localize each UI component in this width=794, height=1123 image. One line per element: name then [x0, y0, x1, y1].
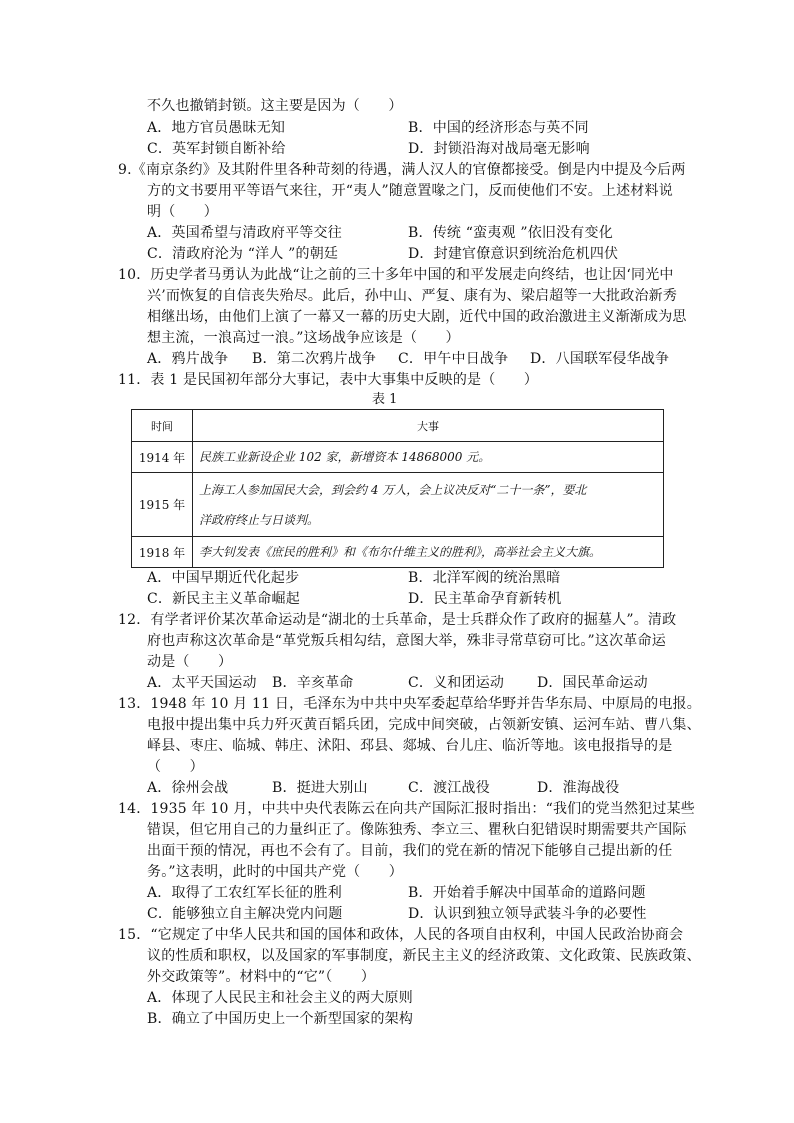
- q10-option-a: A．鸦片战争: [147, 351, 229, 367]
- table-row: [132, 537, 664, 568]
- q11-option-c: C．新民主主义革命崛起: [147, 591, 300, 607]
- events-table: [131, 409, 664, 568]
- q8-option-b: B．中国的经济形态与英不同: [408, 120, 589, 136]
- q11-stem: 11．表 1 是民国初年部分大事记，表中大事集中反映的是（ ）: [118, 372, 539, 388]
- q9-stem-line3: 明（ ）: [147, 204, 218, 220]
- q14-option-a: A．取得了工农红军长征的胜利: [147, 885, 342, 901]
- table-header-time: 时间: [132, 410, 193, 442]
- q12-option-c: C．义和团运动: [408, 675, 505, 691]
- q14-stem-line2: 错误，但它用自己的力量纠正了。像陈独秀、李立三、瞿秋白犯错误时期需要共产国际: [147, 822, 687, 838]
- table-cell-event-line2: 洋政府终止与日谈判。: [199, 512, 320, 527]
- q13-stem-line3: 峄县、枣庄、临城、韩庄、沭阳、邳县、郯城、台儿庄、临沂等地。该电报指导的是: [147, 738, 673, 754]
- q15-stem-line1: 15．“它规定了中华人民共和国的国体和政体，人民的各项自由权利，中国人民政治协商会: [118, 927, 684, 943]
- q10-stem-line4: 想主流，一浪高过一浪。”这场战争应该是（ ）: [147, 330, 460, 346]
- table-cell-event: 民族工业新设企业 102 家，新增资本 14868000 元。: [193, 442, 664, 473]
- table-caption: 表 1: [372, 392, 398, 407]
- q14-stem-line3: 出面干预的情况，再也不会有了。目前，我们的党在新的情况下能够自己提出新的任: [147, 843, 673, 859]
- table-row: [132, 442, 664, 473]
- q12-option-b: B．辛亥革命: [272, 675, 354, 691]
- q10-option-c: C．甲午中日战争: [398, 351, 509, 367]
- q10-stem-line2: 兴’而恢复的自信丧失殆尽。此后，孙中山、严复、康有为、梁启超等一大批政治新秀: [147, 288, 678, 304]
- q13-option-c: C．渡江战役: [408, 780, 490, 796]
- q9-option-a: A．英国希望与清政府平等交往: [147, 225, 342, 241]
- q14-stem-line1: 14．1935 年 10 月，中共中央代表陈云在向共产国际汇报时指出：“我们的党当然犯过某些: [118, 801, 695, 817]
- table-header-event: 大事: [193, 410, 664, 442]
- q9-stem-line1: 9.《南京条约》及其附件里各种苛刻的待遇，满人汉人的官僚都接受。倒是内中提及今后两: [118, 162, 686, 178]
- table-cell-event: [193, 473, 664, 537]
- q12-stem-line3: 动是（ ）: [147, 654, 233, 670]
- q13-option-b: B．挺进大别山: [272, 780, 368, 796]
- table-cell-year: 1914 年: [132, 442, 193, 473]
- q12-option-a: A．太平天国运动: [147, 675, 257, 691]
- q15-stem-line3: 外交政策等”。材料中的“它”（ ）: [147, 969, 376, 985]
- q13-stem-line2: 电报中提出集中兵力歼灭黄百韬兵团，完成中间突破，占领新安镇、运河车站、曹八集、: [147, 717, 701, 733]
- q8-option-c: C．英军封锁自断补给: [147, 141, 286, 157]
- q14-option-d: D．认识到独立领导武装斗争的必要性: [408, 906, 647, 922]
- q14-option-b: B．开始着手解决中国革命的道路问题: [408, 885, 646, 901]
- q12-option-d: D．国民革命运动: [537, 675, 648, 691]
- table-cell-year: 1918 年: [132, 537, 193, 568]
- table-row: [132, 473, 664, 537]
- q13-stem-line4: （ ）: [147, 759, 204, 775]
- q15-option-a: A．体现了人民民主和社会主义的两大原则: [147, 990, 413, 1006]
- q15-option-b: B．确立了中国历史上一个新型国家的架构: [147, 1011, 414, 1027]
- table-cell-event: 李大钊发表《庶民的胜利》和《布尔什维主义的胜利》，高举社会主义大旗。: [193, 537, 664, 568]
- q13-option-d: D．淮海战役: [537, 780, 620, 796]
- q10-option-b: B．第二次鸦片战争: [252, 351, 377, 367]
- table-header-row: [132, 410, 664, 442]
- q9-option-c: C．清政府沦为 “洋人 ”的朝廷: [147, 246, 339, 262]
- q14-stem-line4: 务。”这表明，此时的中国共产党（ ）: [147, 864, 403, 880]
- q15-stem-line2: 议的性质和职权，以及国家的军事制度，新民主主义的经济政策、文化政策、民族政策、: [147, 948, 701, 964]
- q12-stem-line1: 12．有学者评价某次革命运动是“湖北的士兵革命，是士兵群众作了政府的掘墓人”。清政: [118, 612, 677, 628]
- q10-option-d: D．八国联军侵华战争: [530, 351, 670, 367]
- q9-stem-line2: 方的文书要用平等语气来往，开“夷人”随意置喙之门，反而使他们不安。上述材料说: [147, 183, 673, 199]
- q9-option-b: B．传统 “蛮夷观 ”依旧没有变化: [408, 225, 613, 241]
- table-cell-event-line1: 上海工人参加国民大会，到会约 4 万人，会上议决反对“二十一条”，要北: [199, 482, 587, 497]
- q11-option-b: B．北洋军阀的统治黑暗: [408, 570, 561, 586]
- q13-stem-line1: 13．1948 年 10 月 11 日，毛泽东为中共中央军委起草给华野并告华东局、中原局的电报。: [118, 696, 701, 712]
- q8-stem-tail: 不久也撤销封锁。这主要是因为（ ）: [147, 98, 403, 114]
- q8-option-d: D．封锁沿海对战局毫无影响: [408, 141, 590, 157]
- q11-option-d: D．民主革命孕育新转机: [408, 591, 562, 607]
- q11-option-a: A．中国早期近代化起步: [147, 570, 300, 586]
- q12-stem-line2: 府也声称这次革命是“革党叛兵相勾结，意图大举，殊非寻常草窃可比。”这次革命运: [147, 633, 666, 649]
- q9-option-d: D．封建官僚意识到统治危机四伏: [408, 246, 619, 262]
- q14-option-c: C．能够独立自主解决党内问题: [147, 906, 343, 922]
- q13-option-a: A．徐州会战: [147, 780, 229, 796]
- table-cell-year: 1915 年: [132, 473, 193, 537]
- q10-stem-line1: 10．历史学者马勇认为此战“让之前的三十多年中国的和平发展走向终结，也让因‘同光中: [118, 267, 674, 283]
- q8-option-a: A．地方官员愚昧无知: [147, 120, 286, 136]
- q10-stem-line3: 相继出场，由他们上演了一幕又一幕的历史大剧，近代中国的政治激进主义渐渐成为思: [147, 309, 687, 325]
